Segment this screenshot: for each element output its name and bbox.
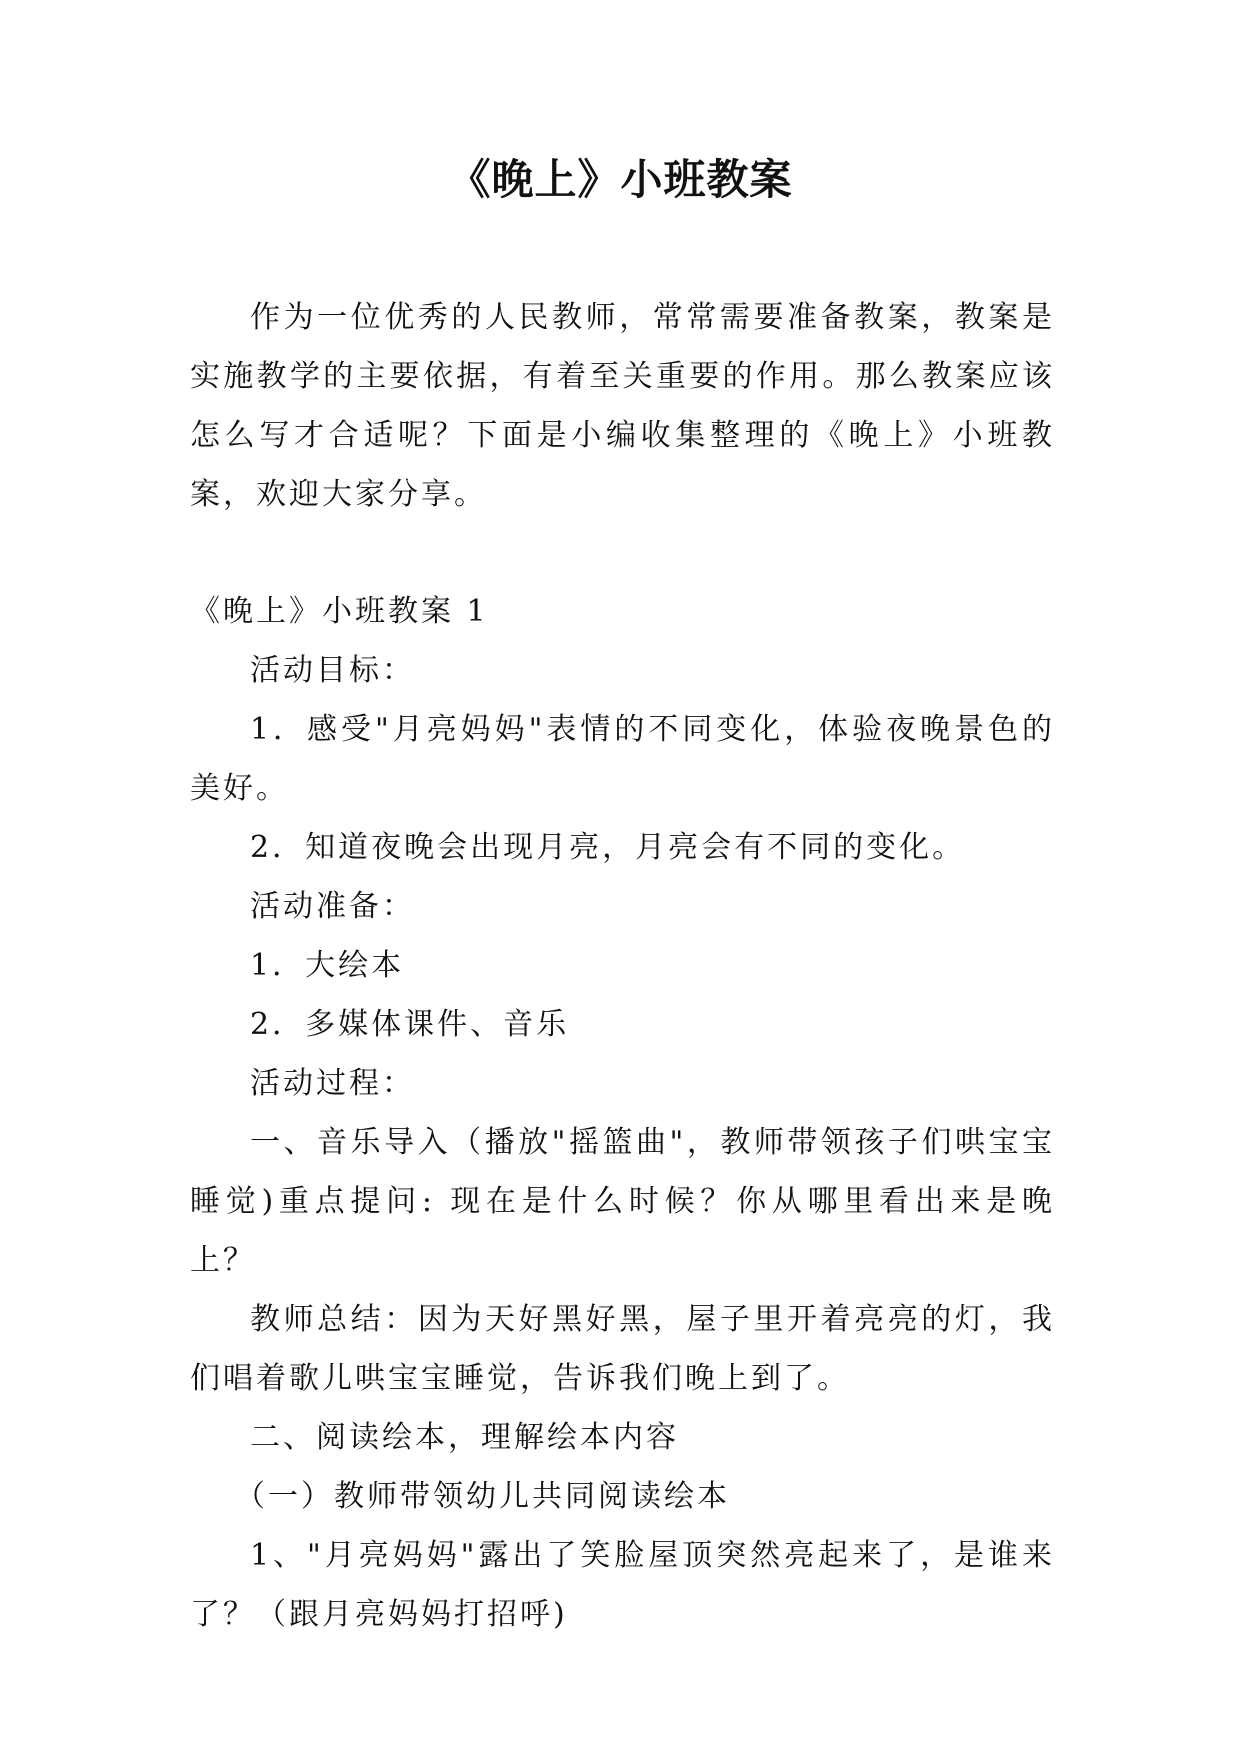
paragraph-prep-2: 2．多媒体课件、音乐	[250, 1007, 570, 1042]
paragraph-teacher-summary: 教师总结：因为天好黑好黑，屋子里开着亮亮的灯，我们唱着歌儿哄宝宝睡觉，告诉我们晚上到了。	[190, 1302, 1055, 1396]
paragraph-activity-process: 活动过程：	[250, 1066, 415, 1101]
intro-paragraph: 作为一位优秀的人民教师，常常需要准备教案，教案是实施教学的主要依据，有着至关重要的作用。那么教案应该怎么写才合适呢？下面是小编收集整理的《晚上》小班教案，欢迎大家分享。	[190, 300, 1055, 512]
paragraph-step-1: 一、音乐导入（播放"摇篮曲"，教师带领孩子们哄宝宝睡觉)重点提问: 现在是什么时候？你从哪里看出来是晚上？	[190, 1125, 1055, 1278]
document-body	[190, 288, 1055, 1644]
paragraph-goal-2: 2．知道夜晚会出现月亮，月亮会有不同的变化。	[250, 830, 966, 865]
paragraph-step-2: 二、阅读绘本，理解绘本内容	[250, 1420, 679, 1455]
paragraph-prep-1: 1．大绘本	[250, 948, 405, 983]
paragraph-question-1: 1、"月亮妈妈"露出了笑脸屋顶突然亮起来了，是谁来了？（跟月亮妈妈打招呼)	[190, 1538, 1055, 1632]
paragraph-substep-1: （一）教师带领幼儿共同阅读绘本	[235, 1479, 730, 1514]
document-title: 《晚上》小班教案	[448, 155, 793, 204]
paragraph-goal-1: 1．感受"月亮妈妈"表情的不同变化，体验夜晚景色的美好。	[190, 712, 1055, 806]
paragraph-activity-goals: 活动目标：	[250, 653, 415, 688]
paragraph-activity-prep: 活动准备：	[250, 889, 415, 924]
section-heading: 《晚上》小班教案 1	[190, 594, 489, 629]
